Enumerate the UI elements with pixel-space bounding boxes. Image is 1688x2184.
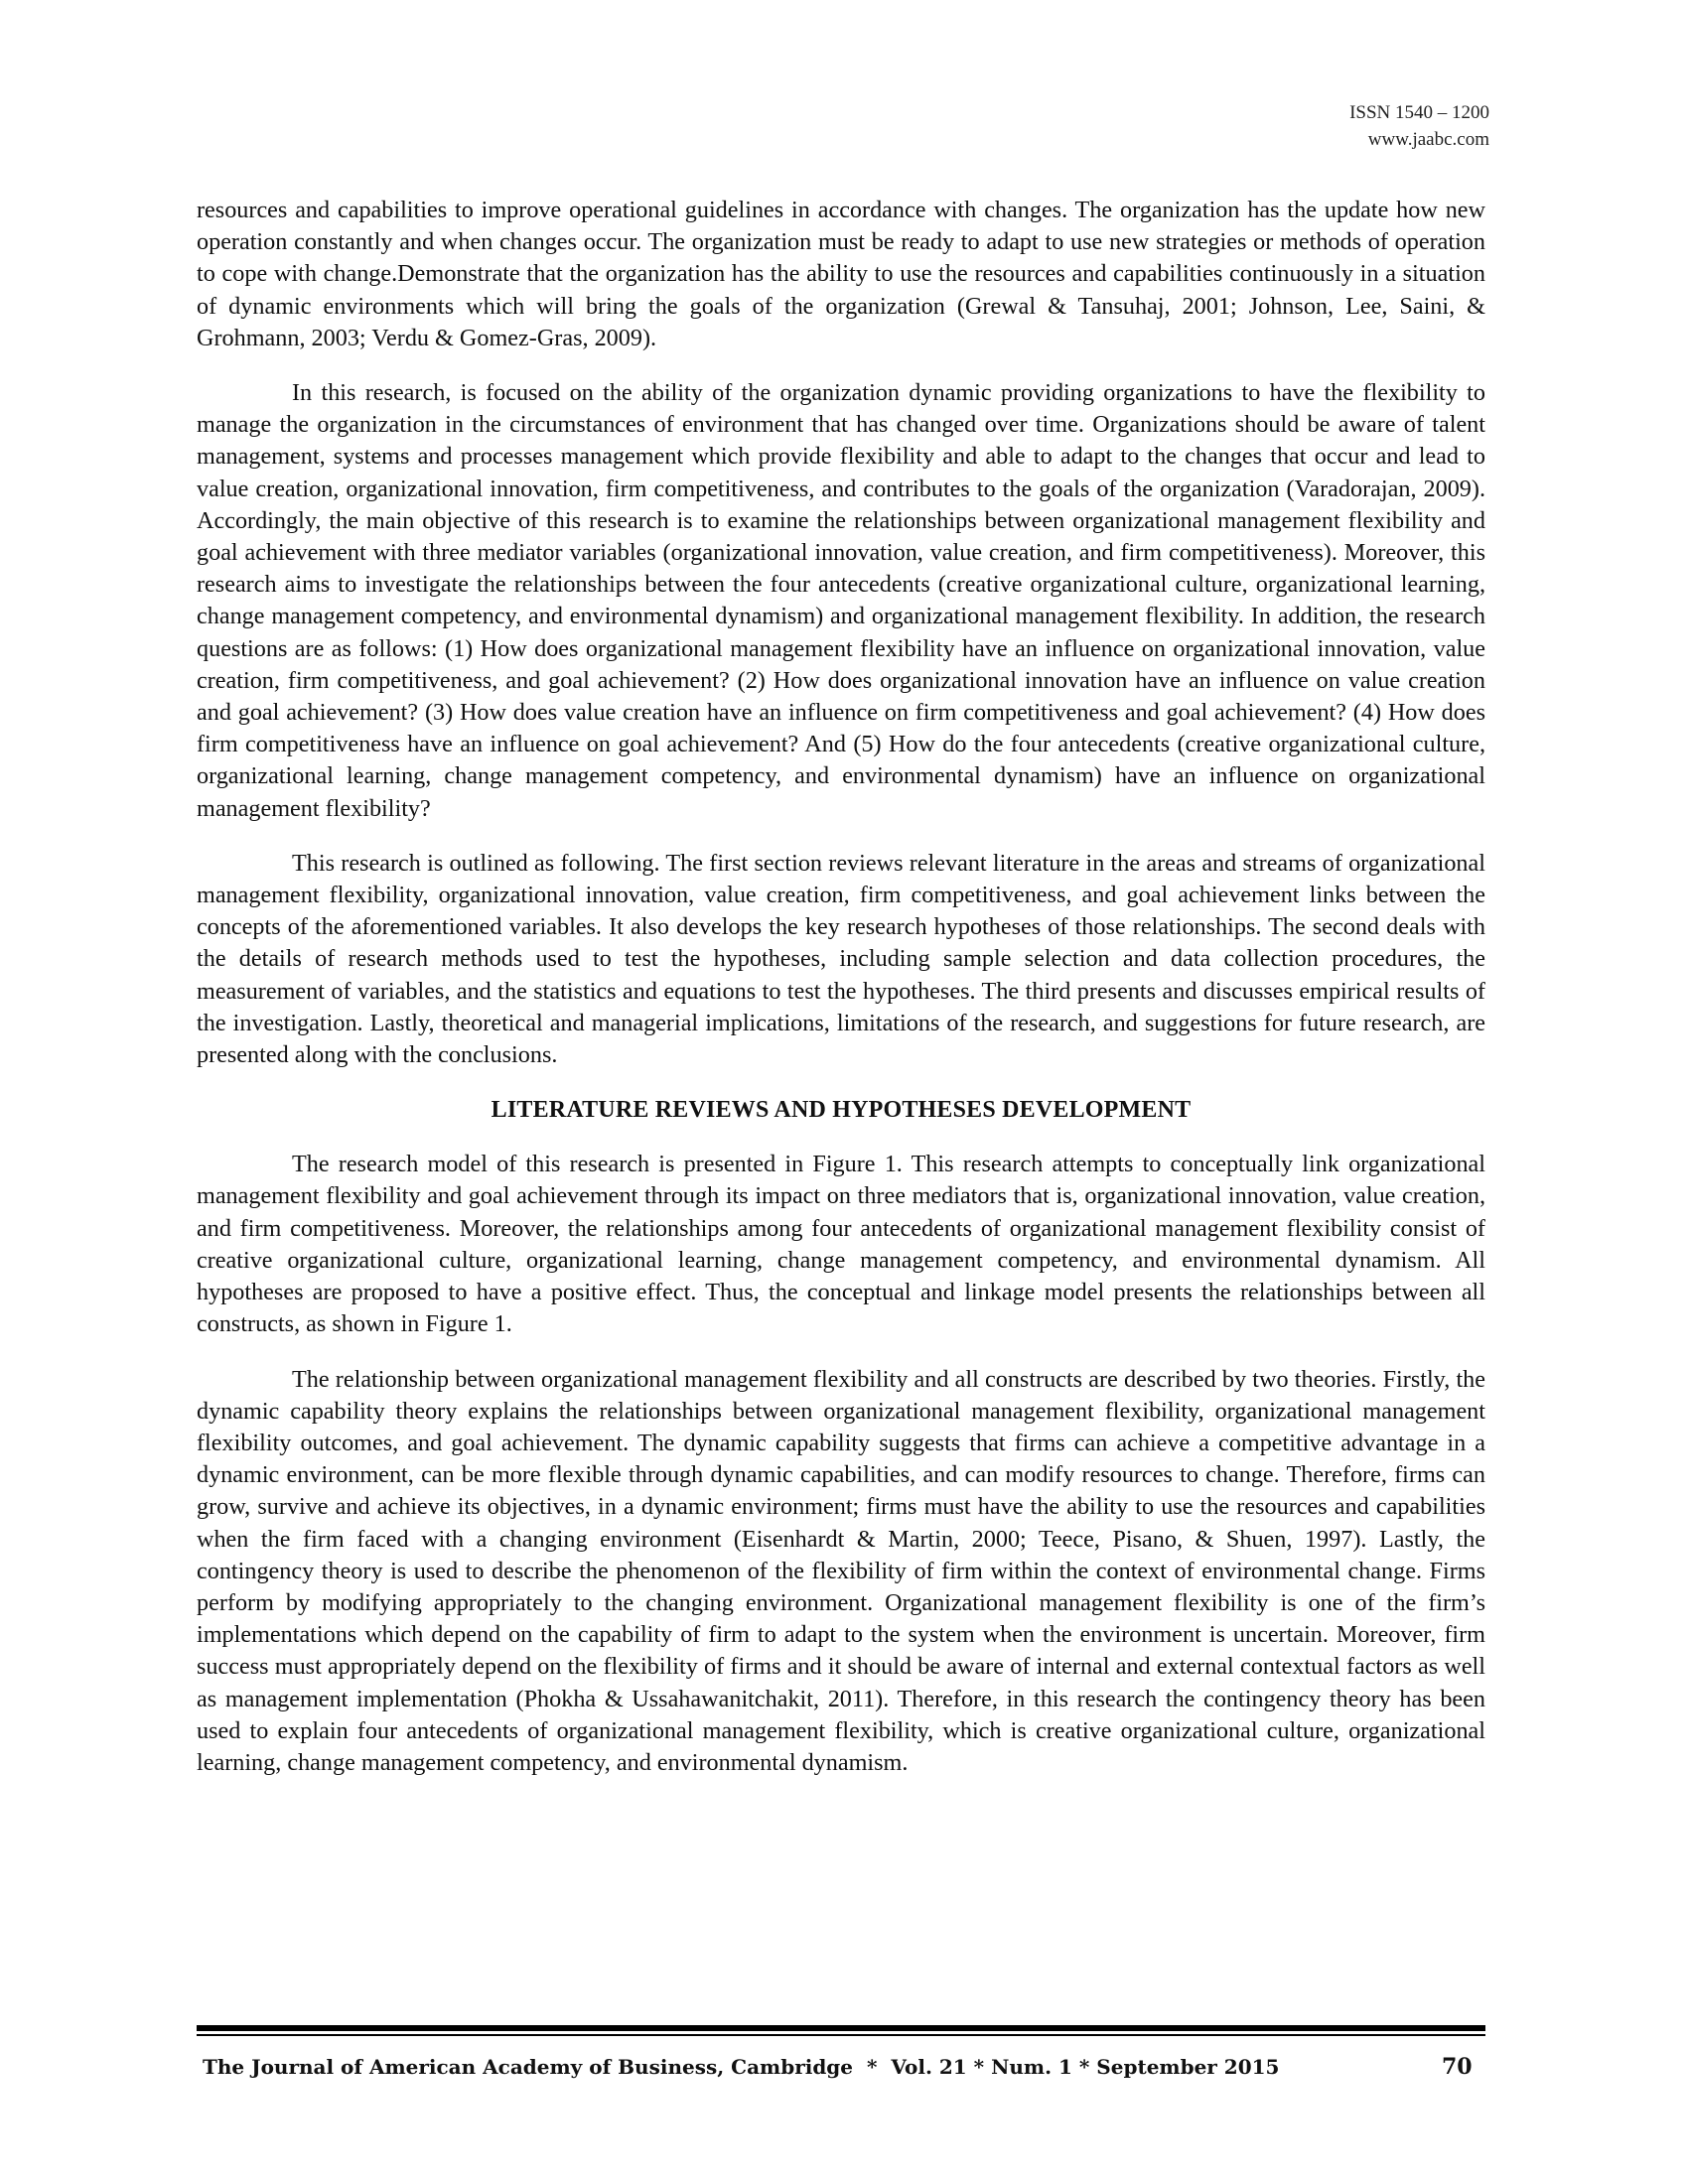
page-number: 70 xyxy=(1442,2054,1473,2080)
body-paragraph: The research model of this research is presented in Figure 1. This research attempts to conceptually link organizational management flexibility and goal achievement through its impact on three mediators that is, organizational innovation, value creation, and firm competitiveness. Moreover, the relationships among four antecedents of organizational management flexibility consist of creative organizational culture, organizational learning, change management competency, and environmental dynamism. All hypotheses are proposed to have a positive effect. Thus, the conceptual and linkage model presents the relationships between all constructs, as shown in Figure 1. xyxy=(197,1151,1485,1338)
body-paragraph: This research is outlined as following. The first section reviews relevant literature in the areas and streams of organizational management flexibility, organizational innovation, value creation, firm competitiveness, and goal achievement links between the concepts of the aforementioned variables. It also develops the key research hypotheses of those relationships. The second deals with the details of research methods used to test the hypotheses, including sample selection and data collection procedures, the measurement of variables, and the statistics and equations to test the hypotheses. The third presents and discusses empirical results of the investigation. Lastly, theoretical and managerial implications, limitations of the research, and suggestions for future research, are presented along with the conclusions. xyxy=(197,849,1485,1069)
journal-header xyxy=(1349,99,1489,153)
section-heading: LITERATURE REVIEWS AND HYPOTHESES DEVELOPMENT xyxy=(491,1097,1192,1124)
body-paragraph: In this research, is focused on the ability of the organization dynamic providing organizations to have the flexibility to manage the organization in the circumstances of environment that has changed over time. Organizations should be aware of talent management, systems and processes management which provide flexibility and able to adapt to the changes that occur and lead to value creation, organizational innovation, firm competitiveness, and contributes to the goals of the organization (Varadorajan, 2009). Accordingly, the main objective of this research is to examine the relationships between organizational management flexibility and goal achievement with three mediator variables (organizational innovation, value creation, and firm competitiveness). Moreover, this research aims to investigate the relationships between the four antecedents (creative organizational culture, organizational learning, change management competency, and environmental dynamism) and organizational management flexibility. In addition, the research questions are as follows: (1) How does organizational management flexibility have an influence on organizational innovation, value creation, firm competitiveness, and goal achievement? (2) How does organizational innovation have an influence on value creation and goal achievement? (3) How does value creation have an influence on firm competitiveness and goal achievement? (4) How does firm competitiveness have an influence on goal achievement? And (5) How do the four antecedents (creative organizational culture, organizational learning, change management competency, and environmental dynamism) have an influence on organizational management flexibility? xyxy=(197,379,1485,822)
article-body xyxy=(197,195,1485,1779)
footer-divider-thin xyxy=(197,2034,1485,2036)
body-paragraph: resources and capabilities to improve operational guidelines in accordance with changes. The organization has the update how new operation constantly and when changes occur. The organization must be ready to adapt to use new strategies or methods of operation to cope with change.Demonstrate that the organization has the ability to use the resources and capabilities continuously in a situation of dynamic environments which will bring the goals of the organization (Grewal & Tansuhaj, 2001; Johnson, Lee, Saini, & Grohmann, 2003; Verdu & Gomez-Gras, 2009). xyxy=(197,197,1485,351)
body-paragraph: The relationship between organizational management flexibility and all constructs are described by two theories. Firstly, the dynamic capability theory explains the relationships between organizational management flexibility, organizational management flexibility outcomes, and goal achievement. The dynamic capability suggests that firms can achieve a competitive advantage in a dynamic environment, can be more flexible through dynamic capabilities, and can modify resources to change. Therefore, firms can grow, survive and achieve its objectives, in a dynamic environment; firms must have the ability to use the resources and capabilities when the firm faced with a changing environment (Eisenhardt & Martin, 2000; Teece, Pisano, & Shuen, 1997). Lastly, the contingency theory is used to describe the phenomenon of the flexibility of firm within the context of environmental change. Firms perform by modifying appropriately to the changing environment. Organizational management flexibility is one of the firm’s implementations which depend on the capability of firm to adapt to the system when the environment is uncertain. Moreover, firm success must appropriately depend on the flexibility of firms and it should be aware of internal and external contextual factors as well as management implementation (Phokha & Ussahawanitchakit, 2011). Therefore, in this research the contingency theory has been used to explain four antecedents of organizational management flexibility, which is creative organizational culture, organizational learning, change management competency, and environmental dynamism. xyxy=(197,1365,1485,1776)
journal-citation-footer: The Journal of American Academy of Business, Cambridge * Vol. 21 * Num. 1 * September 2015 xyxy=(203,2055,1280,2079)
footer-divider xyxy=(197,2025,1485,2031)
issn-label: ISSN 1540 – 1200 xyxy=(1349,102,1489,123)
journal-website: www.jaabc.com xyxy=(1367,129,1489,150)
